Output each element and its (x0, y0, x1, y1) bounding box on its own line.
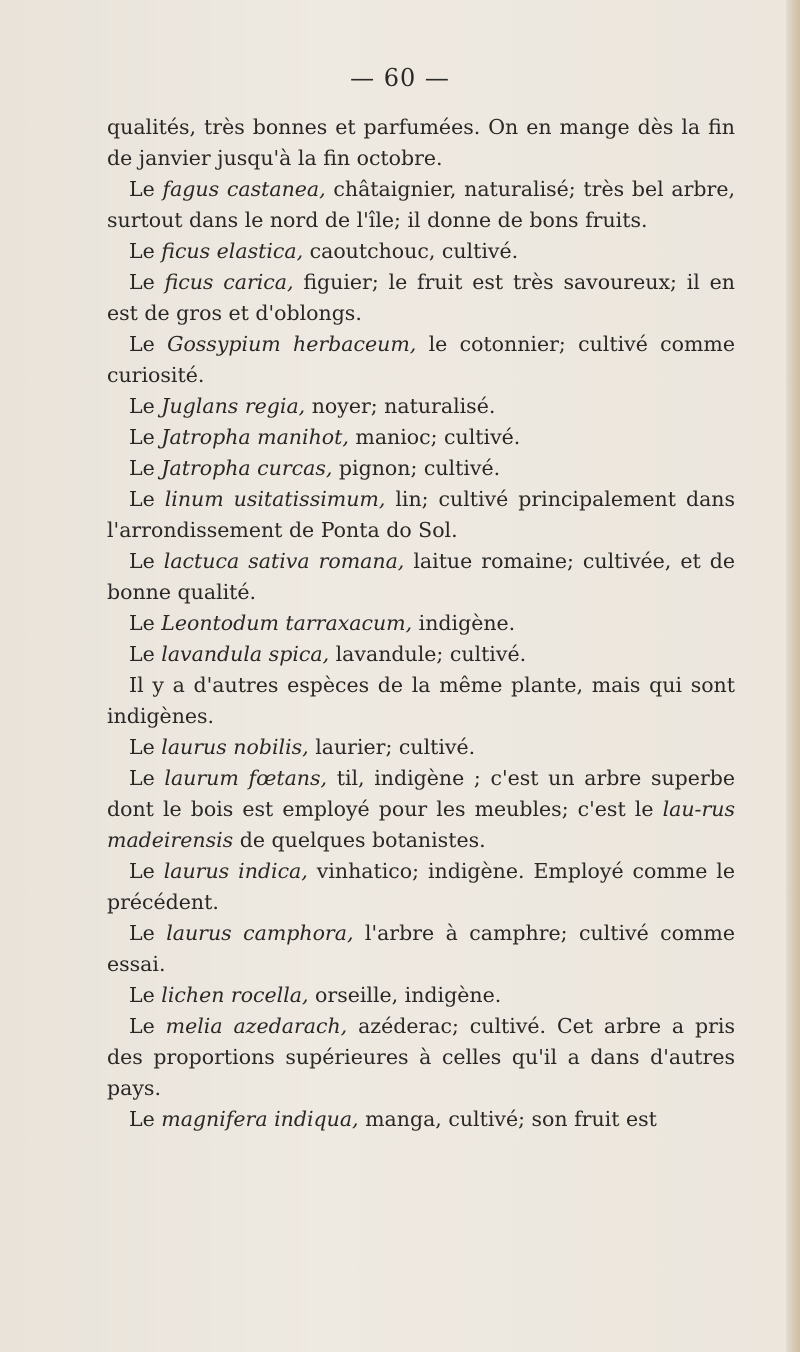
paragraph-text: noyer; naturalisé. (305, 394, 496, 418)
paragraph-lead: Le (129, 332, 168, 356)
species-name: ficus carica, (164, 270, 294, 294)
paragraph-text: lin; cultivé principalement dans l'arrondissement de Ponta do Sol. (107, 487, 736, 542)
paragraph (107, 422, 735, 453)
paragraph (107, 639, 735, 670)
paragraph-lead: Le (129, 859, 164, 883)
paragraph (107, 174, 735, 236)
species-name: laurus indica, (163, 859, 308, 883)
paragraph (107, 856, 735, 918)
paragraph-text: til, indigène ; c'est un arbre superbe dont le bois est employé pour les meubles; c'est le (107, 766, 735, 821)
species-name: Juglans regia, (161, 394, 306, 418)
paragraph-text: vinhatico; indigène. Employé comme le précédent. (107, 859, 735, 914)
paragraph-lead: Le (129, 735, 162, 759)
paragraph-text: le cotonnier; cultivé comme curiosité. (107, 332, 736, 387)
paragraph (107, 732, 735, 763)
paragraph (107, 670, 735, 732)
paragraph-lead: Le (129, 549, 164, 573)
paragraph-lead: Le (129, 394, 162, 418)
species-name: lichen rocella, (161, 983, 309, 1007)
species-name: linum usitatissimum, (164, 487, 386, 511)
species-name: laurus camphora, (166, 921, 354, 945)
paragraph-text: manga, cultivé; son fruit est (358, 1107, 657, 1131)
species-name: lau-rus madeirensis (107, 797, 735, 852)
paragraph-text: châtaignier, naturalisé; très bel arbre, surtout dans le nord de l'île; il donne de bons fruits. (107, 177, 736, 232)
paragraph (107, 391, 735, 422)
paragraph (107, 980, 735, 1011)
paragraph-lead: Le (129, 766, 165, 790)
species-name: Gossypium herbaceum, (167, 332, 417, 356)
body-text (107, 112, 735, 1135)
paragraph-text: Il y a d'autres espèces de la même plante, mais qui sont indigènes. (107, 673, 735, 728)
species-name: ficus elastica, (161, 239, 304, 263)
species-name: lactuca sativa romana, (163, 549, 405, 573)
paragraph-text: laurier; cultivé. (308, 735, 476, 759)
paragraph-text: laitue romaine; cultivée, et de bonne qualité. (107, 549, 735, 604)
paragraph-text: pignon; cultivé. (332, 456, 501, 480)
paragraph-text: azéderac; cultivé. Cet arbre a pris des proportions supérieures à celles qu'il a dans d'autres pays. (107, 1014, 735, 1100)
paragraph-lead: Le (129, 611, 162, 635)
paragraph-lead: Le (129, 425, 162, 449)
species-name: Jatropha curcas, (161, 456, 333, 480)
paragraph (107, 484, 735, 546)
paragraph-text: lavandule; cultivé. (329, 642, 527, 666)
paragraph-lead: Le (129, 642, 162, 666)
species-name: laurum fœtans, (164, 766, 328, 790)
species-name: magnifera indiqua, (161, 1107, 359, 1131)
species-name: melia azedarach, (165, 1014, 348, 1038)
paragraph-text: de quelques botanistes. (233, 828, 486, 852)
paragraph (107, 763, 735, 856)
paragraph-lead: Le (129, 1107, 162, 1131)
species-name: Jatropha manihot, (161, 425, 349, 449)
paragraph (107, 112, 735, 174)
paragraph (107, 1104, 735, 1135)
paragraph (107, 236, 735, 267)
paragraph-lead: Le (129, 487, 165, 511)
page-edge (786, 0, 800, 1352)
paragraph (107, 267, 735, 329)
paragraph (107, 453, 735, 484)
paragraph-lead: Le (129, 1014, 166, 1038)
paragraph (107, 329, 735, 391)
paragraph-lead: Le (129, 270, 165, 294)
paragraph-lead: Le (129, 983, 162, 1007)
paragraph (107, 608, 735, 639)
paragraph-lead: Le (129, 456, 162, 480)
paragraph-text: orseille, indigène. (308, 983, 502, 1007)
paragraph (107, 918, 735, 980)
paragraph-text: caoutchouc, cultivé. (303, 239, 519, 263)
species-name: fagus castanea, (162, 177, 326, 201)
page-number: — 60 — (350, 64, 450, 92)
species-name: laurus nobilis, (161, 735, 309, 759)
paragraph (107, 1011, 735, 1104)
paragraph-text: indigène. (412, 611, 516, 635)
paragraph-text: figuier; le fruit est très savoureux; il en est de gros et d'oblongs. (107, 270, 735, 325)
species-name: Leontodum tarraxacum, (161, 611, 413, 635)
paragraph-text: qualités, très bonnes et parfumées. On en mange dès la fin de janvier jusqu'à la fin octobre. (107, 115, 735, 170)
paragraph (107, 546, 735, 608)
paragraph-lead: Le (129, 239, 162, 263)
paragraph-lead: Le (129, 177, 163, 201)
paragraph-text: manioc; cultivé. (348, 425, 521, 449)
paragraph-text: l'arbre à camphre; cultivé comme essai. (107, 921, 735, 976)
species-name: lavandula spica, (161, 642, 330, 666)
paragraph-lead: Le (129, 921, 167, 945)
